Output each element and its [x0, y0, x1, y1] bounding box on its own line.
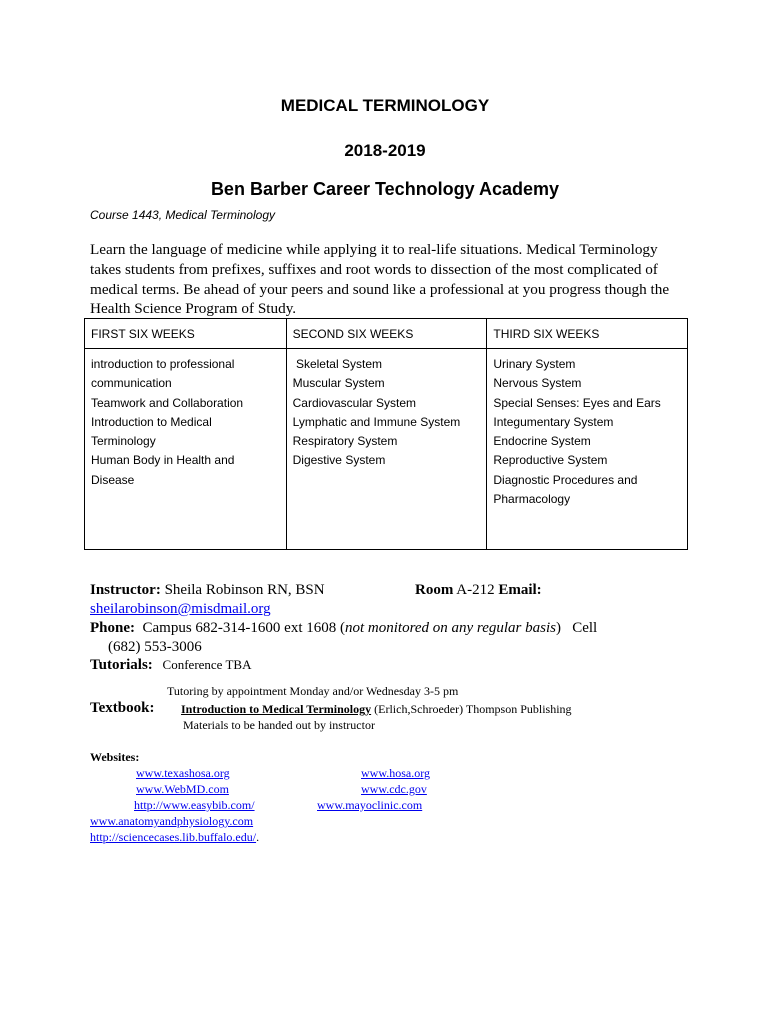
topic-item: Respiratory System — [292, 434, 398, 449]
topic-item: introduction to professional — [91, 357, 235, 371]
textbook-title: Introduction to Medical Terminology — [181, 702, 372, 716]
website-link-hosa[interactable]: www.hosa.org — [361, 766, 430, 780]
room-value: A-212 — [453, 582, 499, 598]
topic-item: Terminology — [91, 434, 156, 449]
email-label: Email: — [498, 582, 542, 598]
topic-item: Muscular System — [292, 376, 385, 391]
phone-label: Phone: — [90, 620, 135, 636]
tutorials-value: Conference TBA — [152, 657, 252, 672]
tutoring-info: Tutoring by appointment Monday and/or Wednesday 3-5 pm — [167, 684, 459, 698]
instructor-name: Sheila Robinson RN, BSN — [160, 582, 325, 598]
textbook-line — [181, 702, 572, 717]
instructor-line — [90, 582, 325, 599]
textbook-details: (Erlich,Schroeder) Thompson Publishing — [371, 702, 572, 716]
header-third-six-weeks: THIRD SIX WEEKS — [487, 319, 688, 349]
website-link-texashosa[interactable]: www.texashosa.org — [136, 766, 230, 780]
topic-item: Special Senses: Eyes and Ears — [493, 395, 661, 410]
topic-item: Disease — [91, 472, 135, 487]
topic-item: Cardiovascular System — [292, 395, 416, 410]
tutorials-line — [90, 657, 251, 674]
topic-item: Reproductive System — [493, 453, 608, 468]
second-six-weeks-topics — [286, 349, 487, 550]
topic-item: Human Body in Health and — [91, 453, 235, 468]
website-link-webmd[interactable]: www.WebMD.com — [136, 782, 229, 796]
topic-item: Teamwork and Collaboration — [91, 395, 244, 410]
topic-item: Endocrine System — [493, 434, 591, 449]
phone-line — [90, 620, 597, 637]
schedule-table — [84, 318, 688, 550]
topic-item: Digestive System — [292, 453, 386, 468]
topic-item: communication — [91, 376, 172, 391]
website-link-anatomyandphysiology[interactable]: www.anatomyandphysiology.com — [90, 814, 254, 828]
room-label: Room — [415, 582, 454, 598]
header-first-six-weeks: FIRST SIX WEEKS — [85, 319, 287, 349]
topic-item: Diagnostic Procedures and — [493, 472, 638, 487]
email-link[interactable]: sheilarobinson@misdmail.org — [90, 601, 271, 617]
textbook-label: Textbook: — [90, 700, 155, 716]
document-title: MEDICAL TERMINOLOGY — [280, 96, 490, 115]
website-link-easybib[interactable]: http://www.easybib.com/ — [134, 798, 255, 812]
tutorials-label: Tutorials: — [90, 657, 153, 673]
room-line — [415, 582, 542, 599]
website-link-mayoclinic[interactable]: www.mayoclinic.com — [317, 798, 423, 812]
website-link-cdc[interactable]: www.cdc.gov — [361, 782, 427, 796]
topic-item: Nervous System — [493, 376, 582, 391]
course-label: Course 1443, Medical Terminology — [90, 208, 275, 222]
phone-cell-number: (682) 553-3006 — [108, 639, 202, 655]
website-link-sciencecases-wrapper — [90, 830, 259, 845]
phone-campus: Campus 682-314-1600 ext 1608 ( — [135, 620, 345, 636]
third-six-weeks-topics — [487, 349, 688, 550]
instructor-label: Instructor: — [90, 582, 161, 598]
websites-label: Websites: — [90, 750, 140, 764]
website-link-sciencecases[interactable]: http://sciencecases.lib.buffalo.edu/ — [90, 830, 257, 844]
materials-note: Materials to be handed out by instructor — [183, 718, 375, 732]
topic-item: Urinary System — [493, 357, 576, 371]
topic-item: Introduction to Medical — [91, 414, 212, 429]
topic-item: Integumentary System — [493, 414, 614, 429]
school-name: Ben Barber Career Technology Academy — [210, 179, 560, 199]
phone-note: not monitored on any regular basis — [344, 620, 556, 636]
school-year: 2018-2019 — [344, 141, 426, 160]
first-six-weeks-topics — [85, 349, 287, 550]
header-second-six-weeks: SECOND SIX WEEKS — [286, 319, 487, 349]
course-description: Learn the language of medicine while applying it to real-life situations. Medical Terminology takes students from prefixes, suffixes and root words to dissection of the most complicated of medical terms. Be ahead of your peers and sound like a professional at you progress though the Health Science Program of Study. — [90, 241, 670, 318]
topic-item: Pharmacology — [493, 492, 571, 507]
topic-item: Lymphatic and Immune System — [292, 414, 461, 429]
topic-item: Skeletal System — [292, 357, 382, 371]
phone-cell-label: ) Cell — [555, 620, 598, 636]
trailing-period: . — [256, 830, 260, 844]
